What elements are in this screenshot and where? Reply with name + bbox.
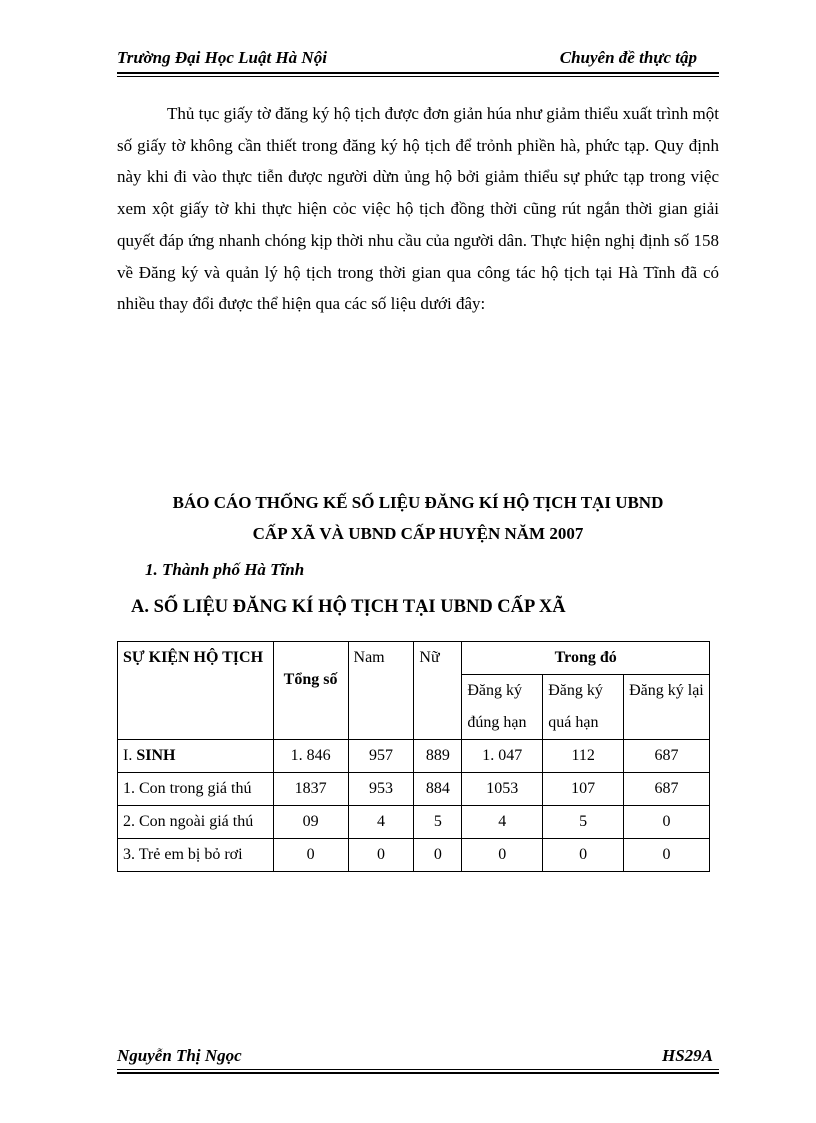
- table-header-row: [118, 642, 710, 675]
- report-title: [117, 487, 719, 549]
- row-overdue: 5: [543, 806, 624, 839]
- row-total: 1. 846: [273, 740, 348, 773]
- body-paragraph: Thủ tục giấy tờ đăng ký hộ tịch được đơn giản húa như giảm thiểu xuất trình một số giấy tờ không cần thiết trong đăng ký hộ tịch để trỏnh phiền hà, phức tạp. Quy định này khi đi vào thực tiễn được người dừn ủng hộ bởi giảm thiểu sự phức tạp trong việc xem xột giấy tờ khi thực hiện cỏc việc hộ tịch đồng thời cũng rút ngắn thời gian giải quyết đáp ứng nhanh chóng kịp thời nhu cầu của người dân. Thực hiện nghị định số 158 về Đăng ký và quản lý hộ tịch trong thời gian qua công tác hộ tịch tại Hà Tĩnh đã có nhiều thay đổi được thể hiện qua các số liệu dưới đây:: [117, 104, 719, 314]
- row-event: 3. Trẻ em bị bỏ rơi: [118, 839, 274, 872]
- header-re-register: Đăng ký lại: [624, 675, 710, 740]
- footer-rule-thin: [117, 1069, 719, 1070]
- row-overdue: 107: [543, 773, 624, 806]
- header-school-name: Trường Đại Học Luật Hà Nội: [117, 48, 327, 67]
- footer-class-code: HS29A: [661, 1046, 713, 1065]
- header-male: Nam: [348, 642, 414, 740]
- row-male: 0: [348, 839, 414, 872]
- subheading-city: 1. Thành phố Hà Tĩnh: [145, 560, 305, 579]
- page-footer: [117, 1046, 719, 1070]
- row-overdue: 112: [543, 740, 624, 773]
- row-on-time: 4: [462, 806, 543, 839]
- row-total: 1837: [273, 773, 348, 806]
- row-female: 0: [414, 839, 462, 872]
- header-female: Nữ: [414, 642, 462, 740]
- footer-author: Nguyễn Thị Ngọc: [117, 1046, 242, 1065]
- row-total: 09: [273, 806, 348, 839]
- row-re-register: 687: [624, 740, 710, 773]
- row-event-number: I.: [123, 747, 133, 764]
- header-total: Tổng số: [273, 642, 348, 740]
- row-event: [118, 740, 274, 773]
- row-re-register: 687: [624, 773, 710, 806]
- row-male: 957: [348, 740, 414, 773]
- page-header: [117, 48, 719, 72]
- row-on-time: 1053: [462, 773, 543, 806]
- header-rule-thick: [117, 72, 719, 74]
- table-row: [118, 740, 710, 773]
- row-overdue: 0: [543, 839, 624, 872]
- footer-rule-thick: [117, 1072, 719, 1074]
- header-rule-thin: [117, 76, 719, 77]
- row-female: 889: [414, 740, 462, 773]
- row-male: 953: [348, 773, 414, 806]
- table-row: [118, 773, 710, 806]
- row-re-register: 0: [624, 839, 710, 872]
- header-document-type: Chuyên đề thực tập: [559, 48, 697, 67]
- row-event: 2. Con ngoài giá thú: [118, 806, 274, 839]
- header-event: SỰ KIỆN HỘ TỊCH: [118, 642, 274, 740]
- row-female: 5: [414, 806, 462, 839]
- row-event-label: SINH: [136, 747, 176, 764]
- report-title-line-1: BÁO CÁO THỐNG KẾ SỐ LIỆU ĐĂNG KÍ HỘ TỊCH TẠI UBND: [172, 493, 664, 512]
- row-on-time: 0: [462, 839, 543, 872]
- header-on-time: Đăng ký đúng hạn: [462, 675, 543, 740]
- header-overdue: Đăng ký quá hạn: [543, 675, 624, 740]
- row-event: 1. Con trong giá thú: [118, 773, 274, 806]
- row-total: 0: [273, 839, 348, 872]
- registration-statistics-table: [117, 641, 710, 872]
- row-female: 884: [414, 773, 462, 806]
- row-on-time: 1. 047: [462, 740, 543, 773]
- row-re-register: 0: [624, 806, 710, 839]
- table-row: [118, 806, 710, 839]
- header-of-which: Trong đó: [462, 642, 710, 675]
- table-row: [118, 839, 710, 872]
- section-a-heading: A. SỐ LIỆU ĐĂNG KÍ HỘ TỊCH TẠI UBND CẤP XÃ: [131, 597, 566, 617]
- report-title-line-2: CẤP XÃ VÀ UBND CẤP HUYỆN NĂM 2007: [252, 524, 584, 543]
- row-male: 4: [348, 806, 414, 839]
